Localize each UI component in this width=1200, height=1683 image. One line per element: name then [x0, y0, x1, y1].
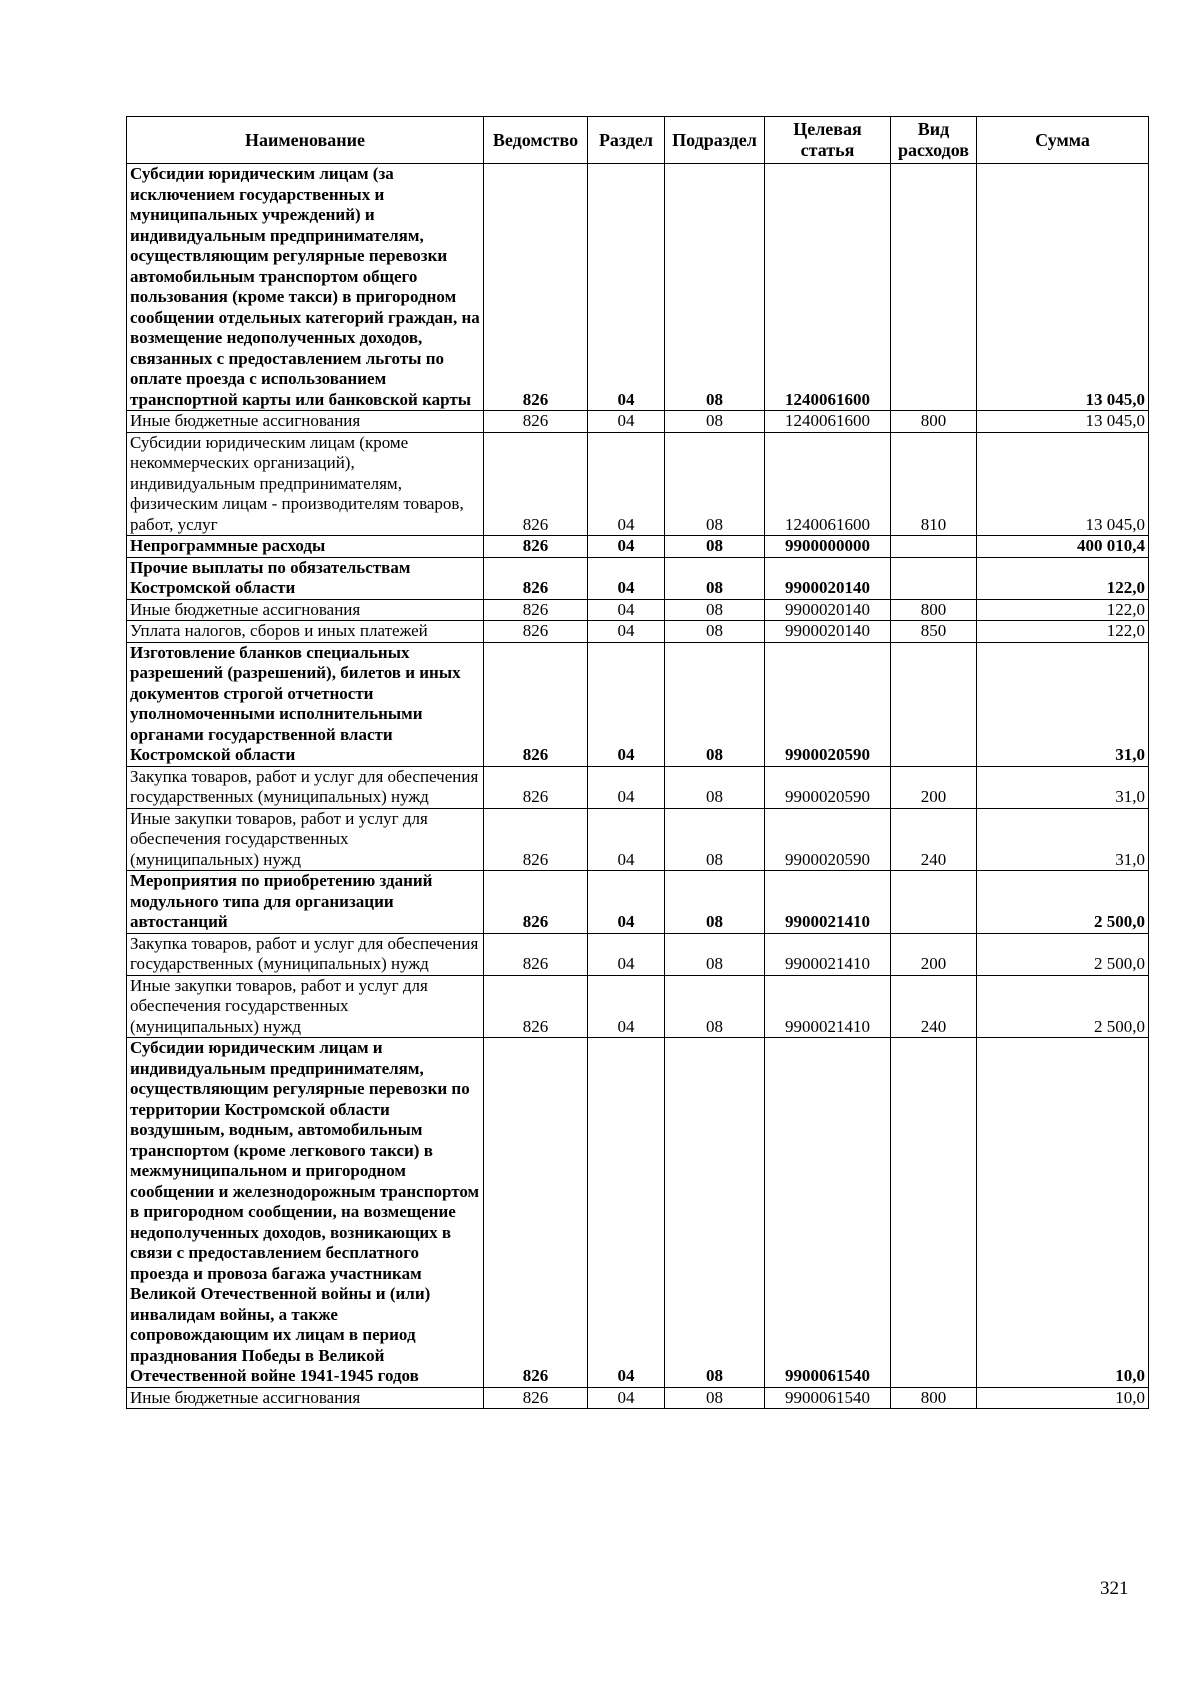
cell-section: 04: [588, 599, 665, 621]
cell-section: 04: [588, 536, 665, 558]
cell-dept: 826: [484, 975, 588, 1038]
page-number: 321: [1100, 1578, 1129, 1599]
cell-name: Мероприятия по приобретению зданий модульного типа для организации автостанций: [127, 871, 484, 934]
cell-amount: 10,0: [977, 1387, 1149, 1409]
cell-name: Прочие выплаты по обязательствам Костромской области: [127, 557, 484, 599]
table-row: [127, 975, 1149, 1038]
cell-target: 9900020590: [765, 642, 891, 766]
cell-dept: 826: [484, 1387, 588, 1409]
cell-amount: 13 045,0: [977, 411, 1149, 433]
table-row: [127, 164, 1149, 411]
cell-amount: 400 010,4: [977, 536, 1149, 558]
cell-target: 1240061600: [765, 411, 891, 433]
cell-section: 04: [588, 164, 665, 411]
cell-section: 04: [588, 933, 665, 975]
cell-name: Субсидии юридическим лицам (за исключением государственных и муниципальных учреждений) и индивидуальным предпринимателям, осуществляющим регулярные перевозки автомобильным транспортом общего пользования (кроме такси) в пригородном сообщении отдельных категорий граждан, на возмещение недополученных доходов, связанных с предоставлением льготы по оплате проезда с использованием транспортной карты или банковской карты: [127, 164, 484, 411]
cell-section: 04: [588, 808, 665, 871]
cell-amount: 13 045,0: [977, 164, 1149, 411]
cell-subsection: 08: [665, 766, 765, 808]
cell-dept: 826: [484, 164, 588, 411]
cell-amount: 31,0: [977, 808, 1149, 871]
cell-subsection: 08: [665, 432, 765, 536]
header-subsection: Подраздел: [665, 117, 765, 164]
cell-target: 9900020590: [765, 766, 891, 808]
cell-subsection: 08: [665, 621, 765, 643]
cell-target: 9900020140: [765, 557, 891, 599]
cell-dept: 826: [484, 557, 588, 599]
cell-name: Иные закупки товаров, работ и услуг для обеспечения государственных (муниципальных) нужд: [127, 975, 484, 1038]
cell-subsection: 08: [665, 599, 765, 621]
cell-kind: 200: [891, 766, 977, 808]
cell-kind: 200: [891, 933, 977, 975]
cell-amount: 13 045,0: [977, 432, 1149, 536]
cell-target: 9900021410: [765, 975, 891, 1038]
cell-target: 9900000000: [765, 536, 891, 558]
cell-section: 04: [588, 557, 665, 599]
cell-target: 9900020590: [765, 808, 891, 871]
header-target: Целевая статья: [765, 117, 891, 164]
cell-name: Изготовление бланков специальных разрешений (разрешений), билетов и иных документов строгой отчетности уполномоченными исполнительными органами государственной власти Костромской области: [127, 642, 484, 766]
table-row: [127, 557, 1149, 599]
cell-amount: 2 500,0: [977, 933, 1149, 975]
cell-amount: 10,0: [977, 1038, 1149, 1388]
cell-section: 04: [588, 432, 665, 536]
cell-subsection: 08: [665, 164, 765, 411]
cell-kind: [891, 164, 977, 411]
table-header-row: [127, 117, 1149, 164]
cell-amount: 31,0: [977, 766, 1149, 808]
cell-section: 04: [588, 411, 665, 433]
cell-kind: [891, 1038, 977, 1388]
cell-dept: 826: [484, 432, 588, 536]
cell-amount: 122,0: [977, 557, 1149, 599]
cell-subsection: 08: [665, 557, 765, 599]
cell-dept: 826: [484, 411, 588, 433]
cell-name: Иные закупки товаров, работ и услуг для обеспечения государственных (муниципальных) нужд: [127, 808, 484, 871]
cell-subsection: 08: [665, 975, 765, 1038]
cell-section: 04: [588, 766, 665, 808]
cell-kind: 800: [891, 1387, 977, 1409]
table-row: [127, 432, 1149, 536]
table-row: [127, 621, 1149, 643]
table-row: [127, 808, 1149, 871]
cell-kind: 800: [891, 599, 977, 621]
cell-dept: 826: [484, 808, 588, 871]
table-row: [127, 933, 1149, 975]
table-row: [127, 536, 1149, 558]
cell-name: Закупка товаров, работ и услуг для обеспечения государственных (муниципальных) нужд: [127, 766, 484, 808]
cell-section: 04: [588, 871, 665, 934]
cell-dept: 826: [484, 766, 588, 808]
table-row: [127, 411, 1149, 433]
cell-subsection: 08: [665, 1387, 765, 1409]
cell-target: 9900020140: [765, 599, 891, 621]
cell-kind: [891, 536, 977, 558]
cell-target: 9900061540: [765, 1038, 891, 1388]
cell-section: 04: [588, 1038, 665, 1388]
cell-name: Непрограммные расходы: [127, 536, 484, 558]
cell-subsection: 08: [665, 411, 765, 433]
cell-section: 04: [588, 1387, 665, 1409]
cell-subsection: 08: [665, 536, 765, 558]
cell-kind: 240: [891, 975, 977, 1038]
cell-dept: 826: [484, 642, 588, 766]
cell-target: 9900061540: [765, 1387, 891, 1409]
cell-subsection: 08: [665, 1038, 765, 1388]
cell-dept: 826: [484, 871, 588, 934]
cell-name: Субсидии юридическим лицам и индивидуальным предпринимателям, осуществляющим регулярные перевозки по территории Костромской области воздушным, водным, автомобильным транспортом (кроме легкового такси) в межмуниципальном и пригородном сообщении и железнодорожным транспортом в пригородном сообщении, на возмещение недополученных доходов, возникающих в связи с предоставлением бесплатного проезда и провоза багажа участникам Великой Отечественной войны и (или) инвалидам войны, а также сопровождающим их лицам в период празднования Победы в Великой Отечественной войне 1941-1945 годов: [127, 1038, 484, 1388]
cell-dept: 826: [484, 599, 588, 621]
cell-target: 9900021410: [765, 933, 891, 975]
cell-target: 9900020140: [765, 621, 891, 643]
cell-name: Иные бюджетные ассигнования: [127, 411, 484, 433]
table-row: [127, 599, 1149, 621]
cell-kind: [891, 557, 977, 599]
table-row: [127, 766, 1149, 808]
cell-amount: 2 500,0: [977, 975, 1149, 1038]
cell-kind: 240: [891, 808, 977, 871]
header-name: Наименование: [127, 117, 484, 164]
cell-target: 1240061600: [765, 432, 891, 536]
cell-section: 04: [588, 975, 665, 1038]
cell-dept: 826: [484, 1038, 588, 1388]
cell-amount: 122,0: [977, 621, 1149, 643]
cell-amount: 2 500,0: [977, 871, 1149, 934]
cell-subsection: 08: [665, 808, 765, 871]
cell-kind: [891, 871, 977, 934]
table-row: [127, 871, 1149, 934]
cell-name: Закупка товаров, работ и услуг для обеспечения государственных (муниципальных) нужд: [127, 933, 484, 975]
cell-amount: 122,0: [977, 599, 1149, 621]
cell-subsection: 08: [665, 642, 765, 766]
cell-dept: 826: [484, 536, 588, 558]
table-row: [127, 1387, 1149, 1409]
cell-name: Иные бюджетные ассигнования: [127, 599, 484, 621]
cell-kind: 800: [891, 411, 977, 433]
header-amount: Сумма: [977, 117, 1149, 164]
cell-subsection: 08: [665, 871, 765, 934]
cell-target: 1240061600: [765, 164, 891, 411]
cell-name: Уплата налогов, сборов и иных платежей: [127, 621, 484, 643]
table-row: [127, 1038, 1149, 1388]
header-dept: Ведомство: [484, 117, 588, 164]
cell-section: 04: [588, 642, 665, 766]
budget-table: [126, 116, 1149, 1409]
cell-dept: 826: [484, 933, 588, 975]
cell-dept: 826: [484, 621, 588, 643]
cell-kind: [891, 642, 977, 766]
cell-name: Иные бюджетные ассигнования: [127, 1387, 484, 1409]
cell-section: 04: [588, 621, 665, 643]
cell-kind: 810: [891, 432, 977, 536]
cell-target: 9900021410: [765, 871, 891, 934]
table-row: [127, 642, 1149, 766]
cell-subsection: 08: [665, 933, 765, 975]
cell-name: Субсидии юридическим лицам (кроме некоммерческих организаций), индивидуальным предпринимателям, физическим лицам - производителям товаров, работ, услуг: [127, 432, 484, 536]
cell-amount: 31,0: [977, 642, 1149, 766]
header-kind: Вид расходов: [891, 117, 977, 164]
header-section: Раздел: [588, 117, 665, 164]
cell-kind: 850: [891, 621, 977, 643]
